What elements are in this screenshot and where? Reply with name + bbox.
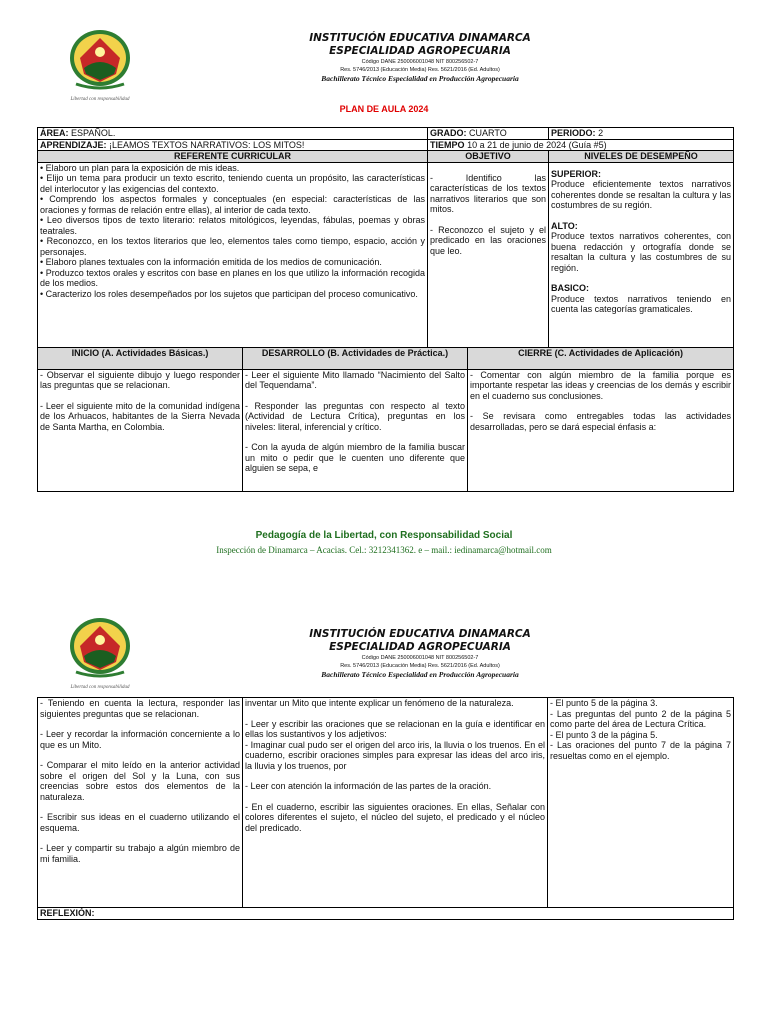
nivel-superior-text: Produce eficientemente textos narrativos coherentes donde se resaltan la cultura y las costumbres de su región. [551, 179, 732, 210]
grado-label: GRADO: [430, 128, 467, 138]
desarrollo-item: - Leer y escribir las oraciones que se relacionan en la guía e identificar en ellas los sustantivos y los adjetivos: [245, 718, 545, 739]
inicio-item: - Leer el siguiente mito de la comunidad indígena de los Arhuacos, habitantes de la Sierra Nevada de Santa Martha, en Colombia. [40, 400, 240, 432]
inicio-item: - Leer y compartir su trabajo a algún miembro de mi familia. [40, 843, 240, 864]
area-value: ESPAÑOL. [71, 128, 116, 138]
content-row [38, 162, 734, 347]
inicio-item: - Leer y recordar la información concerniente a lo que es un Mito. [40, 729, 240, 750]
cierre-item: - El punto 3 de la página 5. [550, 729, 658, 740]
footer-slogan: Pedagogía de la Libertad, con Responsabilidad Social [255, 530, 513, 541]
seal-caption: Libertad con responsabilidad [70, 685, 130, 690]
nivel-alto-label: ALTO: [551, 220, 578, 231]
info-row-2 [38, 139, 734, 151]
inicio-item: - Observar el siguiente dibujo y luego responder las preguntas que se relacionan. [40, 369, 240, 390]
desarrollo-item: - Con la ayuda de algún miembro de la familia buscar un mito o pedir que le cuenten uno diferente que alguien se sepa, e [245, 442, 466, 473]
header-text-block [220, 32, 620, 84]
referente-item: • Produzco textos orales y escritos con base en planes en los que utilizo la información recogida de los medios. [40, 267, 426, 288]
niveles-cell [549, 162, 734, 347]
area-label: ÁREA: [40, 128, 69, 138]
cierre-item: - Las oraciones del punto 7 de la página 7 resueltas como en el ejemplo. [550, 740, 731, 761]
aprendizaje-value: ¡LEAMOS TEXTOS NARRATIVOS: LOS MITOS! [109, 139, 305, 150]
nivel-alto-text: Produce textos narrativos coherentes, con buena redacción y ortografía donde se resaltan la cultura y las costumbres de su región. [551, 231, 732, 273]
referente-item: • Caracterizo los roles desempeñados por los sujetos que participan del proceso comunicativo. [40, 288, 418, 299]
desarrollo-item: - Leer con atención la información de las partes de la oración. [245, 781, 492, 791]
grado-cell [428, 128, 549, 140]
activity-row-p2 [38, 698, 734, 908]
institution-name: INSTITUCIÓN EDUCATIVA DINAMARCA [309, 32, 531, 44]
inicio-cell [38, 369, 243, 491]
periodo-cell [549, 128, 734, 140]
desarrollo-item: inventar un Mito que intente explicar un fenómeno de la naturaleza. [245, 698, 514, 708]
info-row-1 [38, 128, 734, 140]
aprendizaje-label: APRENDIZAJE: [40, 139, 107, 150]
inicio-header: INICIO (A. Actividades Básicas.) [38, 347, 243, 369]
school-seal-logo [66, 28, 134, 104]
nivel-basico-text: Produce textos narrativos teniendo en cuenta las categorías gramaticales. [551, 293, 732, 314]
activity-row-p1 [38, 369, 734, 491]
plan-title: PLAN DE AULA 2024 [339, 104, 429, 114]
periodo-value: 2 [598, 128, 604, 138]
seal-caption: Libertad con responsabilidad [70, 97, 130, 102]
tiempo-label: TIEMPO [430, 139, 465, 150]
cierre-cell [548, 698, 734, 908]
desarrollo-header: DESARROLLO (B. Actividades de Práctica.) [243, 347, 468, 369]
desarrollo-item: - Responder las preguntas con respecto al texto (Actividad de Lectura Crítica), preguntas en los niveles: literal, inferencial y crítico. [245, 400, 466, 432]
specialty-name: ESPECIALIDAD AGROPECUARIA [329, 45, 511, 57]
objetivo-header: OBJETIVO [428, 151, 549, 163]
resolutions: Res. 5746/2013 (Educación Media) Res. 5621/2016 (Ed. Adultos) [340, 663, 500, 669]
page-footer [0, 530, 768, 555]
footer-contact: Inspección de Dinamarca – Acacias. Cel.: 3212341362. e – mail.: iedinamarca@hotmail.com [216, 545, 552, 555]
column-header-row [38, 151, 734, 163]
nivel-basico-label: BASICO: [551, 283, 590, 293]
referente-item: • Elijo un tema para producir un texto escrito, teniendo cuenta un propósito, las características del interlocutor y las exigencias del contexto. [40, 173, 426, 194]
cierre-item: - El punto 5 de la página 3. [550, 698, 658, 708]
reflexion-cell [38, 908, 734, 920]
objetivo-item: - Reconozco el sujeto y el predicado en las oraciones que leo. [430, 224, 547, 256]
nivel-superior-label: SUPERIOR: [551, 168, 602, 179]
bachillerato-line: Bachillerato Técnico Especialidad en Producción Agropecuaria [321, 74, 519, 83]
aprendizaje-cell [38, 139, 428, 151]
desarrollo-cell [243, 369, 468, 491]
page2-header [0, 616, 768, 696]
referente-header: REFERENTE CURRICULAR [38, 151, 428, 163]
cierre-item: - Se revisara como entregables todas las actividades desarrolladas, pero se dará especial énfasis a: [470, 411, 732, 432]
inicio-item: - Escribir sus ideas en el cuaderno utilizando el esquema. [40, 812, 240, 833]
bachillerato-line: Bachillerato Técnico Especialidad en Producción Agropecuaria [321, 670, 519, 679]
curriculum-table [37, 127, 734, 492]
cierre-header: CIERRE (C. Actividades de Aplicación) [468, 347, 734, 369]
activities-continued-table [37, 697, 734, 920]
objetivo-cell [428, 162, 549, 347]
dane-code: Código DANE 250006001048 NIT 800256502-7 [361, 655, 479, 661]
dane-code: Código DANE 250006001048 NIT 800256502-7 [361, 59, 479, 65]
cierre-cell [468, 369, 734, 491]
desarrollo-cell [243, 698, 548, 908]
tiempo-cell [428, 139, 734, 151]
referente-item: • Comprendo los aspectos formales y conceptuales (en especial: características de las oraciones y formas de relación entre ellas), al interior de cada texto. [40, 194, 426, 215]
header-text-block [220, 628, 620, 680]
niveles-header: NIVELES DE DESEMPEÑO [549, 151, 734, 163]
referente-item: • Elaboro planes textuales con la información emitida de los medios de comunicación. [40, 257, 382, 267]
periodo-label: PERIODO: [551, 128, 596, 138]
desarrollo-item: - Leer el siguiente Mito llamado “Nacimiento del Salto del Tequendama”. [245, 369, 466, 390]
resolutions: Res. 5746/2013 (Educación Media) Res. 5621/2016 (Ed. Adultos) [340, 67, 500, 73]
specialty-name: ESPECIALIDAD AGROPECUARIA [329, 641, 511, 653]
objetivo-item: - Identifico las características de los textos narrativos literarios que son mitos. [430, 172, 547, 214]
page1-header [0, 28, 768, 108]
institution-name: INSTITUCIÓN EDUCATIVA DINAMARCA [309, 628, 531, 640]
referente-item: • Reconozco, en los textos literarios que leo, elementos tales como tiempo, espacio, acción y personajes. [40, 236, 426, 257]
referente-item: • Leo diversos tipos de texto literario: relatos mitológicos, leyendas, fábulas, poemas y obras teatrales. [40, 215, 426, 236]
inicio-item: - Teniendo en cuenta la lectura, responder las siguientes preguntas que se relacionan. [40, 698, 240, 719]
desarrollo-item: - En el cuaderno, escribir las siguientes oraciones. En ellas, Señalar con colores diferentes el sujeto, el núcleo del sujeto, el predicado y el núcleo del predicado. [245, 801, 545, 833]
inicio-cell [38, 698, 243, 908]
grado-value: CUARTO [469, 128, 507, 138]
cierre-item: - Las preguntas del punto 2 de la página 5 como parte del área de Lectura Crítica. [550, 708, 731, 729]
school-seal-logo [66, 616, 134, 692]
area-cell [38, 128, 428, 140]
inicio-item: - Comparar el mito leído en la anterior actividad sobre el origen del Sol y la Luna, con sus creencias sobre estos dos elementos de la naturaleza. [40, 760, 240, 802]
activity-header-row [38, 347, 734, 369]
referente-item: • Elaboro un plan para la exposición de mis ideas. [40, 162, 240, 173]
reflexion-label: REFLEXIÓN: [40, 908, 95, 918]
cierre-item: - Comentar con algún miembro de la familia porque es importante respetar las ideas y creencias de los demás y escribir en el cuaderno sus conclusiones. [470, 369, 732, 401]
tiempo-value: 10 a 21 de junio de 2024 (Guía #5) [467, 139, 607, 150]
reflexion-row [38, 908, 734, 920]
referente-cell [38, 162, 428, 347]
desarrollo-item: - Imaginar cual pudo ser el origen del arco iris, la lluvia o los truenos. En el cuaderno, escribir oraciones simples para expresar las ideas del arco iris, la lluvia y los truenos, por [245, 739, 545, 771]
